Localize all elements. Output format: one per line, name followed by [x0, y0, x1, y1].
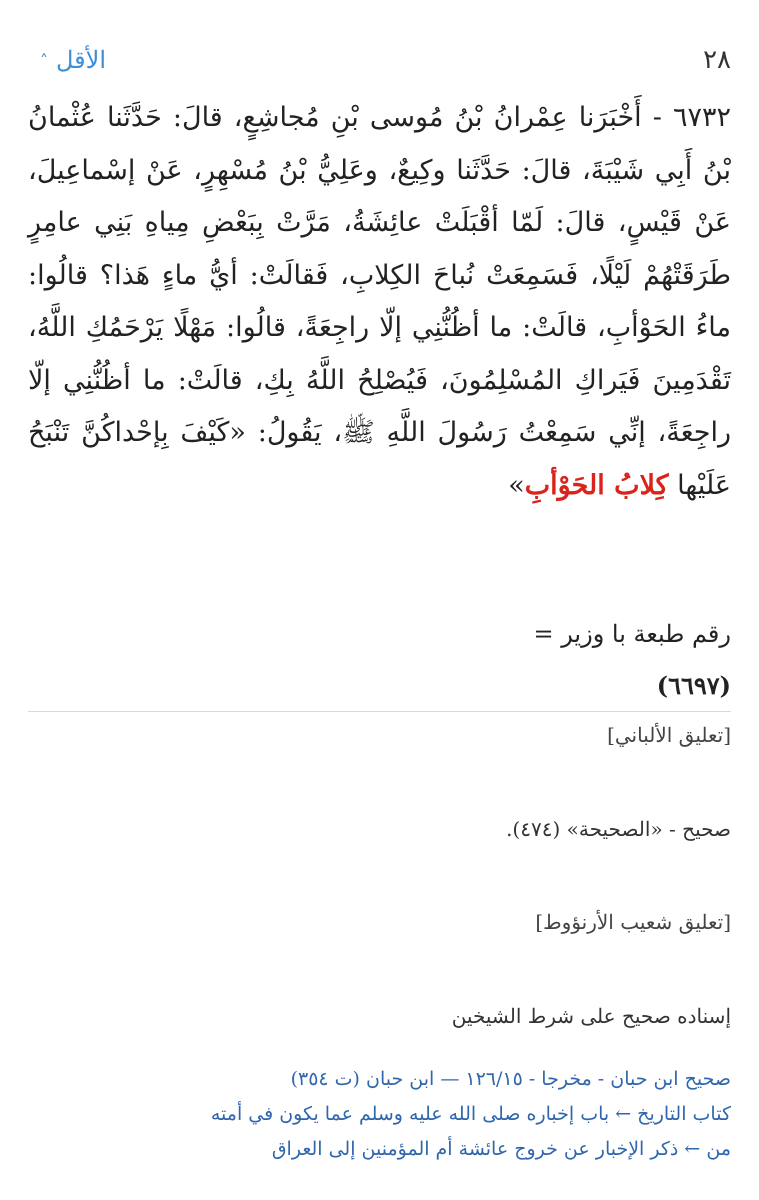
- arnaut-title: [تعليق شعيب الأرنؤوط]: [535, 910, 731, 934]
- show-less-link[interactable]: [40, 46, 106, 74]
- page-number: ٢٨: [703, 45, 731, 75]
- hadith-text-body: ٦٧٣٢ - أَخْبَرَنا عِمْرانُ بْنُ مُوسى بْنِ مُجاشِعٍ، قالَ: حَدَّثَنا عُثْمانُ بْنُ أَبِي شَيْبَةَ، قالَ: حَدَّثَنا وكِيعٌ، وعَلِيُّ بْنُ مُسْهِرٍ، عَنْ إسْماعِيلَ، عَنْ قَيْسٍ، قالَ: لَمّا أقْبَلَتْ عائِشَةُ، مَرَّتْ بِبَعْضِ مِياهِ بَنِي عامِرٍ طَرَقَتْهُمْ لَيْلًا، فَسَمِعَتْ نُباحَ الكِلابِ، فَقالَتْ: أيُّ ماءٍ هَذا؟ قالُوا: ماءُ الحَوْأبِ، قالَتْ: ما أظُنُّنِي إلّا راجِعَةً، قالُوا: مَهْلًا يَرْحَمُكِ اللَّهُ، تَقْدَمِينَ فَيَراكِ المُسْلِمُونَ، فَيُصْلِحُ اللَّهُ بِكِ، قالَتْ: ما أظُنُّنِي إلّا راجِعَةً، إنِّي سَمِعْتُ رَسُولَ اللَّهِ ﷺ، يَقُولُ: «كَيْفَ بِإحْداكُنَّ تَنْبَحُ عَلَيْها: [28, 102, 731, 501]
- hadith-text-end: »: [508, 469, 525, 501]
- chevron-up-icon[interactable]: ˄: [40, 50, 48, 70]
- divider: [28, 711, 731, 712]
- edition-info: [28, 608, 731, 712]
- top-bar: [40, 38, 731, 82]
- albani-title: [تعليق الألباني]: [607, 723, 731, 747]
- hadith-highlight: كِلابُ الحَوْأبِ: [524, 469, 669, 501]
- show-less-label[interactable]: الأقل: [56, 46, 107, 74]
- source-chapter-link[interactable]: كتاب التاريخ ← باب إخباره صلى الله عليه وسلم عما يكون في أمته: [210, 1103, 731, 1125]
- albani-body: صحيح - «الصحيحة» (٤٧٤).: [506, 817, 731, 841]
- edition-number: (٦٦٩٧): [656, 671, 731, 700]
- source-section-link[interactable]: من ← ذكر الإخبار عن خروج عائشة أم المؤمنين إلى العراق: [271, 1138, 731, 1160]
- hadith-text: [28, 92, 731, 512]
- edition-label: رقم طبعة با وزير =: [533, 620, 731, 648]
- arnaut-body: إسناده صحيح على شرط الشيخين: [451, 1004, 731, 1028]
- source-references: [28, 1062, 731, 1167]
- source-book-link[interactable]: صحيح ابن حبان - مخرجا - ١٢٦/١٥ — ابن حبان (ت ٣٥٤): [290, 1068, 731, 1090]
